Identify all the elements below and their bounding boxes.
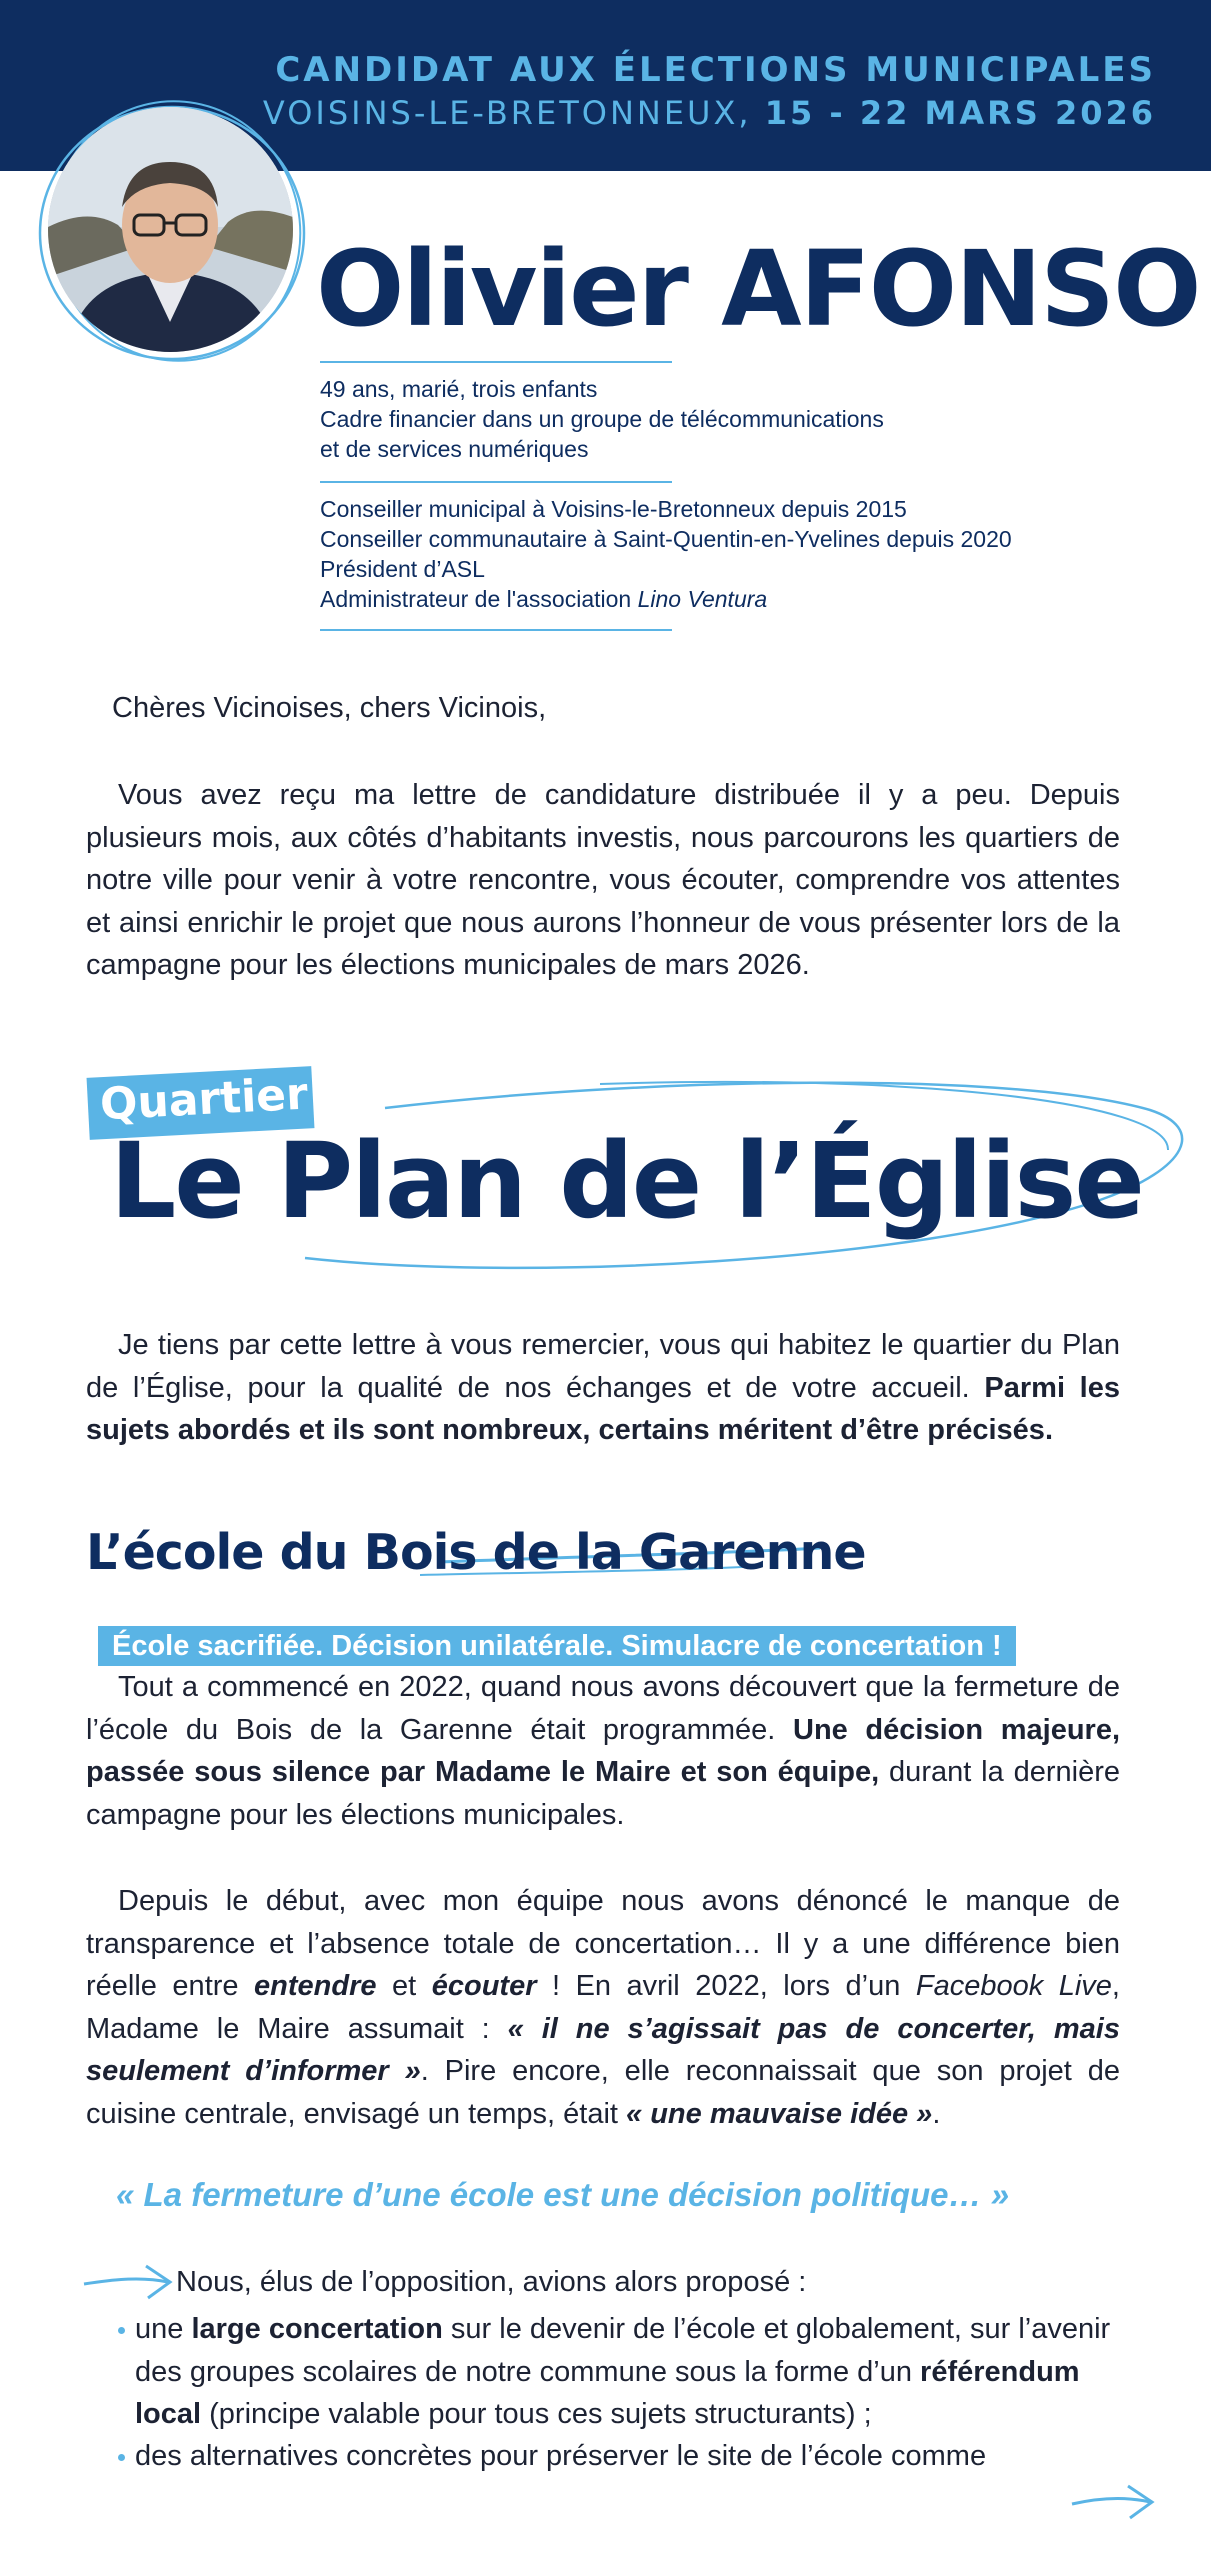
candidate-portrait-image bbox=[48, 107, 293, 352]
pull-quote: « La fermeture d’une école est une décision politique… » bbox=[116, 2176, 1010, 2213]
bio-line: Conseiller communautaire à Saint-Quentin-en-Yvelines depuis 2020 bbox=[320, 526, 1012, 552]
district-title: Le Plan de l’Église bbox=[110, 1120, 1143, 1242]
bio-divider-bottom bbox=[320, 629, 672, 631]
bio-line: Cadre financier dans un groupe de télécommunications bbox=[320, 406, 884, 432]
list-item: des alternatives concrètes pour préserver le site de l’école comme bbox=[135, 2440, 987, 2472]
section-title-school: L’école du Bois de la Garenne bbox=[86, 1524, 866, 1581]
bullet-dot bbox=[118, 2454, 125, 2461]
bio-line: 49 ans, marié, trois enfants bbox=[320, 376, 598, 402]
candidate-photo-frame bbox=[30, 95, 315, 370]
bio-divider-middle bbox=[320, 481, 672, 483]
school-paragraph-2: Depuis le début, avec mon équipe nous avons dénoncé le manque de transparence et l’absence totale de concertation… Il y a une différence bien réelle entre entendre et écouter ! En avril 2022, lors d’un Facebook Live, Madame le Maire assumait : « il ne s’agissait pas de concerter, mais seulement d’informer ». Pire encore, elle reconnaissait que son projet de cuisine centrale, envisagé un temps, était « une mauvaise idée ». bbox=[86, 1885, 1120, 2130]
bio-line: et de services numériques bbox=[320, 436, 589, 462]
bio-line-admin: Administrateur de l'association Lino Ventura bbox=[320, 586, 768, 612]
bio-personal bbox=[320, 374, 884, 464]
school-highlight: École sacrifiée. Décision unilatérale. Simulacre de concertation ! bbox=[98, 1626, 1016, 1666]
intro-paragraph: Vous avez reçu ma lettre de candidature distribuée il y a peu. Depuis plusieurs mois, aux côtés d’habitants investis, nous parcourons les quartiers de notre ville pour venir à votre rencontre, vous écouter, comprendre vos attentes et ainsi enrichir le projet que nous aurons l’honneur de vous présenter lors de la campagne pour les élections municipales de mars 2026. bbox=[86, 779, 1120, 981]
bio-line: Conseiller municipal à Voisins-le-Bretonneux depuis 2015 bbox=[320, 496, 907, 522]
bullet-dot bbox=[118, 2327, 125, 2334]
list-intro: Nous, élus de l’opposition, avions alors proposé : bbox=[176, 2266, 807, 2298]
banner-subtitle bbox=[263, 94, 1156, 132]
school-paragraph-1: Tout a commencé en 2022, quand nous avons découvert que la fermeture de l’école du Bois de la Garenne était programmée. Une décision majeure, passée sous silence par Madame le Maire et son équipe, durant la dernière campagne pour les élections municipales. bbox=[86, 1671, 1121, 1831]
letter-greeting: Chères Vicinoises, chers Vicinois, bbox=[112, 692, 547, 724]
candidate-photo bbox=[48, 107, 293, 352]
bio-line: Président d’ASL bbox=[320, 556, 485, 582]
banner-title: CANDIDAT AUX ÉLECTIONS MUNICIPALES bbox=[275, 50, 1156, 90]
thanks-paragraph: Je tiens par cette lettre à vous remercier, vous qui habitez le quartier du Plan de l’Église, pour la qualité de nos échanges et de votre accueil. Parmi les sujets abordés et ils sont nombreux, certains méritent d’être précisés. bbox=[86, 1329, 1120, 1446]
banner-dates: 15 - 22 MARS 2026 bbox=[764, 94, 1156, 132]
bio-roles bbox=[320, 494, 1012, 614]
candidate-name: Olivier AFONSO bbox=[316, 228, 1200, 350]
bio-divider-top bbox=[320, 361, 672, 363]
district-tag: Quartier bbox=[98, 1068, 309, 1131]
banner-place: VOISINS-LE-BRETONNEUX, bbox=[262, 94, 752, 132]
list-item: une large concertation sur le devenir de l’école et globalement, sur l’avenir des groupes scolaires de notre commune sous la forme d’un référendum local (principe valable pour tous ces sujets structurants) ; bbox=[135, 2313, 1111, 2430]
